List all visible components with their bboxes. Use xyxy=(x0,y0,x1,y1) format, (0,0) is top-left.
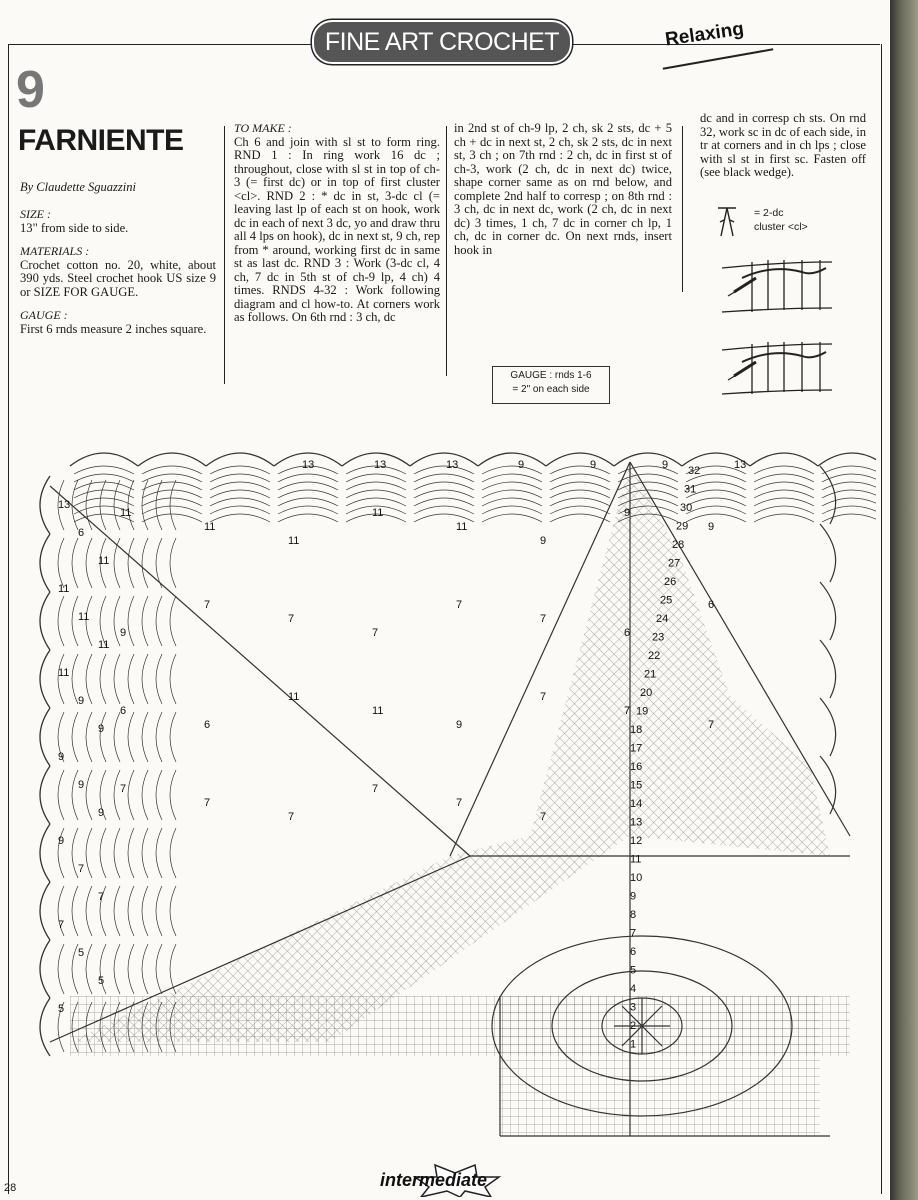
chart-round-label: 14 xyxy=(630,798,643,810)
chart-round-label: 11 xyxy=(98,639,110,651)
column-rule xyxy=(446,126,447,376)
scallop-arc xyxy=(278,490,338,498)
scallop-arc xyxy=(754,474,814,482)
scallop-arc xyxy=(72,538,78,588)
gauge-text: First 6 rnds measure 2 inches square. xyxy=(20,321,207,336)
scallop-arc xyxy=(40,476,50,534)
scallop-arc xyxy=(210,490,270,498)
scallop-arc xyxy=(822,514,876,522)
scallop-arc xyxy=(72,886,78,936)
scallop-arc xyxy=(210,506,270,514)
chart-round-label: 12 xyxy=(630,835,643,847)
chart-round-label: 11 xyxy=(120,507,132,519)
chart-round-label: 21 xyxy=(644,668,657,681)
designer-byline: By Claudette Sguazzini xyxy=(20,180,136,194)
chart-round-label: 11 xyxy=(204,521,216,533)
scallop-arc xyxy=(86,712,92,762)
chart-round-label: 11 xyxy=(456,521,468,533)
scallop-arc xyxy=(414,498,474,506)
chart-round-label: 13 xyxy=(58,499,71,511)
scallop-arc xyxy=(114,538,120,588)
chart-round-label: 20 xyxy=(640,687,653,699)
chart-round-label: 19 xyxy=(636,705,649,718)
scallop-arc xyxy=(210,474,270,482)
scallop-arc xyxy=(142,712,148,762)
scallop-arc xyxy=(170,654,176,704)
scallop-arc xyxy=(686,506,746,514)
scallop-arc xyxy=(210,482,270,490)
chart-round-label: 5 xyxy=(98,975,105,987)
scallop-arc xyxy=(170,886,176,936)
chart-round-label: 7 xyxy=(288,613,295,625)
chart-round-label: 11 xyxy=(630,853,642,866)
cluster-legend xyxy=(754,206,808,234)
scallop-arc xyxy=(550,506,610,514)
magazine-title: FINE ART CROCHET xyxy=(324,27,560,56)
scallop-arc xyxy=(482,498,542,506)
scallop-arc xyxy=(550,514,610,522)
scallop-arc xyxy=(72,480,78,530)
scallop-arc xyxy=(74,466,134,474)
scallop-arc xyxy=(822,498,876,506)
scallop-arc xyxy=(86,538,92,588)
scallop-arc xyxy=(40,824,50,882)
gauge-callout-line-2: = 2" on each side xyxy=(512,384,590,395)
scallop-arc xyxy=(40,534,50,592)
chart-round-label: 7 xyxy=(98,891,105,903)
scallop-arc xyxy=(114,712,120,762)
gauge-label: GAUGE : xyxy=(20,308,68,322)
instructions-column-1 xyxy=(234,122,440,325)
chart-round-label: 29 xyxy=(676,520,689,533)
scallop-arc xyxy=(346,498,406,506)
size-text: 13" from side to side. xyxy=(20,220,129,235)
scallop-arc xyxy=(40,998,50,1056)
scallop-arc xyxy=(114,828,120,878)
scallop-arc xyxy=(156,828,162,878)
scallop-arc xyxy=(100,828,106,878)
scallop-arc xyxy=(40,940,50,998)
scallop-arc xyxy=(686,514,746,522)
chart-round-label: 11 xyxy=(78,611,90,623)
scallop-arc xyxy=(820,640,836,698)
chart-round-label: 1 xyxy=(630,1038,637,1051)
scallop-arc xyxy=(170,596,176,646)
chart-round-label: 26 xyxy=(664,576,677,588)
chart-round-label: 31 xyxy=(684,483,697,496)
scallop-arc xyxy=(58,596,64,646)
to-make-label: TO MAKE : xyxy=(234,121,292,135)
chart-round-label: 6 xyxy=(708,599,715,611)
chart-round-label: 9 xyxy=(58,751,65,763)
chart-round-label: 2 xyxy=(630,1020,637,1032)
chart-round-label: 7 xyxy=(624,705,631,717)
gauge-callout xyxy=(492,366,610,404)
scallop-arc xyxy=(142,828,148,878)
legend-line-1: = 2-dc xyxy=(754,207,784,219)
scallop-arc xyxy=(754,490,814,498)
chart-round-label: 9 xyxy=(708,521,715,533)
hook-diagram-2-icon xyxy=(722,342,832,394)
scallop-arc xyxy=(754,506,814,514)
scallop-arc xyxy=(820,698,836,756)
scallop-arc xyxy=(754,466,814,474)
scallop-arc xyxy=(40,592,50,650)
scallop-arc xyxy=(58,654,64,704)
scallop-arc xyxy=(346,474,406,482)
scallop-arc xyxy=(170,770,176,820)
instructions-text-3: dc and in corresp ch sts. On rnd 32, work sc in dc of each side, in tr at corners and in ch lps ; close with sl st in first sc. Fasten off (see black wedge). xyxy=(700,111,866,179)
chart-round-label: 17 xyxy=(630,742,643,755)
scallop-arc xyxy=(156,944,162,994)
scallop-arc xyxy=(686,498,746,506)
chart-round-label: 9 xyxy=(78,695,85,707)
scallop-arc xyxy=(72,712,78,762)
chart-round-label: 13 xyxy=(446,459,459,471)
scallop-arc xyxy=(614,453,682,466)
scallop-arc xyxy=(210,466,270,474)
scallop-arc xyxy=(818,453,876,466)
scallop-arc xyxy=(278,506,338,514)
chart-round-label: 5 xyxy=(78,947,85,959)
scallop-arc xyxy=(546,453,614,466)
chart-round-label: 9 xyxy=(78,779,85,791)
scallop-arc xyxy=(550,490,610,498)
scallop-arc xyxy=(754,514,814,522)
scallop-arc xyxy=(414,490,474,498)
chart-round-label: 7 xyxy=(78,863,85,875)
scallop-arc xyxy=(128,712,134,762)
page-edge-shadow xyxy=(890,0,918,1200)
chart-round-label: 7 xyxy=(540,811,547,823)
section-label: Relaxing xyxy=(663,18,746,51)
chart-round-label: 9 xyxy=(540,535,547,547)
scallop-arc xyxy=(156,712,162,762)
scallop-arc xyxy=(410,453,478,466)
chart-round-label: 7 xyxy=(120,783,127,795)
scallop-arc xyxy=(114,886,120,936)
chart-round-label: 10 xyxy=(630,872,643,884)
scallop-arc xyxy=(142,474,202,482)
scallop-arc xyxy=(414,482,474,490)
scallop-arc xyxy=(170,828,176,878)
scallop-arc xyxy=(100,480,106,530)
chart-round-label: 16 xyxy=(630,761,643,773)
scallop-arc xyxy=(58,944,64,994)
scallop-arc xyxy=(72,770,78,820)
instructions-column-2 xyxy=(454,122,672,257)
scallop-arc xyxy=(40,650,50,708)
pattern-number: 9 xyxy=(16,61,45,119)
scallop-arc xyxy=(40,882,50,940)
chart-round-label: 8 xyxy=(630,909,637,921)
scallop-arc xyxy=(142,466,202,474)
scallop-arc xyxy=(550,474,610,482)
chart-round-label: 11 xyxy=(288,535,300,547)
pattern-title: FARNIENTE xyxy=(18,124,184,157)
scallop-arc xyxy=(170,480,176,530)
chart-round-label: 9 xyxy=(518,459,525,471)
column-rule xyxy=(224,126,225,384)
scallop-arc xyxy=(86,770,92,820)
scallop-arc xyxy=(820,582,836,640)
scallop-arc xyxy=(482,474,542,482)
scallop-arc xyxy=(482,482,542,490)
chart-round-label: 4 xyxy=(630,983,637,995)
chart-round-label: 7 xyxy=(540,691,547,703)
chart-round-label: 11 xyxy=(372,507,384,519)
chart-round-label: 6 xyxy=(630,946,637,958)
scallop-arc xyxy=(156,886,162,936)
scallop-arc xyxy=(58,538,64,588)
scallop-arc xyxy=(142,482,202,490)
scallop-arc xyxy=(414,506,474,514)
scallop-arc xyxy=(478,453,546,466)
chart-round-label: 5 xyxy=(58,1003,65,1015)
chart-round-label: 11 xyxy=(58,583,70,595)
scallop-arc xyxy=(822,482,876,490)
scallop-arc xyxy=(754,498,814,506)
chart-round-label: 7 xyxy=(204,797,211,809)
scallop-arc xyxy=(156,480,162,530)
chart-round-label: 9 xyxy=(624,507,631,519)
scallop-arc xyxy=(750,453,818,466)
scallop-arc xyxy=(114,654,120,704)
scallop-arc xyxy=(170,538,176,588)
instructions-column-3 xyxy=(700,112,866,180)
scallop-arc xyxy=(128,770,134,820)
scallop-arc xyxy=(414,474,474,482)
chart-round-label: 7 xyxy=(540,613,547,625)
scallop-arc xyxy=(138,453,206,466)
scallop-arc xyxy=(114,770,120,820)
gauge-callout-line-1: GAUGE : rnds 1-6 xyxy=(510,370,592,381)
chart-round-label: 11 xyxy=(98,555,110,567)
chart-round-label: 9 xyxy=(590,459,597,471)
chart-round-label: 11 xyxy=(372,705,384,717)
scallop-arc xyxy=(128,654,134,704)
scallop-arc xyxy=(40,766,50,824)
scallop-arc xyxy=(156,596,162,646)
scallop-arc xyxy=(142,654,148,704)
scallop-arc xyxy=(482,490,542,498)
scallop-arc xyxy=(86,828,92,878)
chart-round-label: 5 xyxy=(630,964,637,977)
cluster-symbol-icon xyxy=(718,208,736,236)
scallop-arc xyxy=(128,886,134,936)
chart-round-label: 7 xyxy=(288,811,295,823)
chart-round-label: 7 xyxy=(204,599,211,611)
chart-round-label: 6 xyxy=(204,719,211,731)
chart-round-label: 24 xyxy=(656,613,669,625)
scallop-arc xyxy=(74,482,134,490)
chart-round-label: 6 xyxy=(624,627,631,639)
chart-round-label: 9 xyxy=(58,835,65,847)
scallop-arc xyxy=(142,886,148,936)
scallop-arc xyxy=(550,498,610,506)
chart-round-label: 6 xyxy=(78,527,85,539)
scallop-arc xyxy=(278,482,338,490)
scallop-arc xyxy=(128,944,134,994)
scallop-arc xyxy=(40,708,50,766)
scallop-arc xyxy=(482,514,542,522)
scallop-arc xyxy=(414,466,474,474)
chart-round-label: 23 xyxy=(652,631,665,644)
scallop-arc xyxy=(58,770,64,820)
scallop-arc xyxy=(142,506,202,514)
scallop-arc xyxy=(754,482,814,490)
chart-round-label: 7 xyxy=(456,797,463,809)
scallop-arc xyxy=(142,514,202,522)
scallop-arc xyxy=(100,654,106,704)
chart-round-label: 13 xyxy=(302,459,315,471)
chart-round-label: 9 xyxy=(630,890,637,903)
scallop-arc xyxy=(128,596,134,646)
hook-diagram-1-icon xyxy=(722,260,832,312)
chart-round-label: 13 xyxy=(630,816,643,829)
chart-round-label: 6 xyxy=(120,705,127,717)
magazine-title-banner xyxy=(312,20,572,64)
chart-round-label: 9 xyxy=(98,723,105,735)
chart-round-label: 3 xyxy=(630,1001,637,1014)
specs-column xyxy=(20,208,216,336)
instructions-text-2: in 2nd st of ch-9 lp, 2 ch, sk 2 sts, dc + 5 ch + dc in next st, 2 ch, sk 2 sts, dc in next st, 3 ch ; on 7th rnd : 2 ch, dc in first st of ch-3, work (2 ch, dc in next dc) twice, shape corner same as on rnd below, and complete 2nd half to corresp ; on 8th rnd : 3 ch, dc in next dc, work (2 ch, dc in next dc) 3 times, 1 ch, 7 dc in corner ch lp, 1 ch, dc in corner dc. On next rnds, insert hook in xyxy=(454,121,672,257)
column-rule xyxy=(682,126,683,292)
scallop-arc xyxy=(156,654,162,704)
scallop-arc xyxy=(170,712,176,762)
scallop-arc xyxy=(482,506,542,514)
materials-label: MATERIALS : xyxy=(20,244,90,258)
scallop-arc xyxy=(86,944,92,994)
page-number: 28 xyxy=(4,1182,17,1194)
legend-line-2: cluster <cl> xyxy=(754,221,808,233)
chart-round-label: 13 xyxy=(374,459,387,471)
scallop-arc xyxy=(346,482,406,490)
instructions-text-1: Ch 6 and join with sl st to form ring. RND 1 : In ring work 16 dc ; throughout, close with sl st in top of ch-3 (= first dc) or in top of first cluster <cl>. RND 2 : * dc in st, 3-dc cl (= leaving last lp of each st on hook, work dc in each of next 3 dc, yo and draw thru all 4 lps on hook), dc in next st, 9 ch, rep from * around, working first dc in same st as last dc. RND 3 : Work (3-dc cl, 4 ch, 7 dc in 5th st of ch-9 lp, 4 ch) 4 times. RNDS 4-32 : Work following diagram and cl how-to. At corners work as follows. On 6th rnd : 3 ch, dc xyxy=(234,134,440,324)
chart-round-label: 32 xyxy=(688,465,701,477)
scallop-arc xyxy=(86,886,92,936)
scallop-arc xyxy=(128,538,134,588)
scallop-arc xyxy=(820,756,836,814)
scallop-arc xyxy=(346,490,406,498)
scallop-arc xyxy=(100,712,106,762)
chart-round-label: 30 xyxy=(680,502,693,514)
chart-round-label: 7 xyxy=(708,719,715,731)
size-label: SIZE : xyxy=(20,207,51,221)
chart-round-label: 27 xyxy=(668,557,681,570)
chart-round-label: 15 xyxy=(630,779,643,792)
scallop-arc xyxy=(142,498,202,506)
chart-round-label: 7 xyxy=(456,599,463,611)
chart-round-label: 13 xyxy=(734,459,747,471)
chart-round-label: 9 xyxy=(120,627,127,639)
scallop-arc xyxy=(70,453,138,466)
scallop-arc xyxy=(74,490,134,498)
scallop-arc xyxy=(142,538,148,588)
scallop-arc xyxy=(142,770,148,820)
materials-text: Crochet cotton no. 20, white, about 390 yds. Steel crochet hook US size 9 or SIZE FOR GAUGE. xyxy=(20,257,216,299)
chart-round-label: 7 xyxy=(58,919,65,931)
scallop-arc xyxy=(550,466,610,474)
scallop-arc xyxy=(210,514,270,522)
scallop-arc xyxy=(550,482,610,490)
scallop-arc xyxy=(822,466,876,474)
chart-round-label: 9 xyxy=(98,807,105,819)
scallop-arc xyxy=(114,480,120,530)
scallop-arc xyxy=(820,524,836,582)
chart-round-label: 22 xyxy=(648,650,661,662)
scallop-arc xyxy=(278,498,338,506)
chart-round-label: 25 xyxy=(660,594,673,607)
scallop-arc xyxy=(482,466,542,474)
chart-round-label: 18 xyxy=(630,724,643,736)
chart-round-label: 28 xyxy=(672,539,685,551)
chart-round-label: 7 xyxy=(630,927,637,940)
scallop-arc xyxy=(74,498,134,506)
chart-round-label: 11 xyxy=(288,691,300,703)
scallop-arc xyxy=(86,654,92,704)
difficulty-label: intermediate xyxy=(380,1170,488,1190)
scallop-arc xyxy=(278,474,338,482)
chart-round-label: 11 xyxy=(58,667,70,679)
crochet-chart-diagram xyxy=(30,436,876,1150)
chart-round-label: 7 xyxy=(372,783,379,795)
scallop-arc xyxy=(210,498,270,506)
scallop-arc xyxy=(128,828,134,878)
scallop-arc xyxy=(114,944,120,994)
scallop-arc xyxy=(822,490,876,498)
chart-round-label: 7 xyxy=(372,627,379,639)
scallop-arc xyxy=(74,474,134,482)
scallop-arc xyxy=(142,596,148,646)
scallop-arc xyxy=(822,506,876,514)
chart-round-label: 9 xyxy=(662,459,669,471)
scallop-arc xyxy=(278,514,338,522)
scallop-arc xyxy=(142,944,148,994)
chart-round-label: 9 xyxy=(456,719,463,731)
scallop-arc xyxy=(206,453,274,466)
scallop-arc xyxy=(156,770,162,820)
